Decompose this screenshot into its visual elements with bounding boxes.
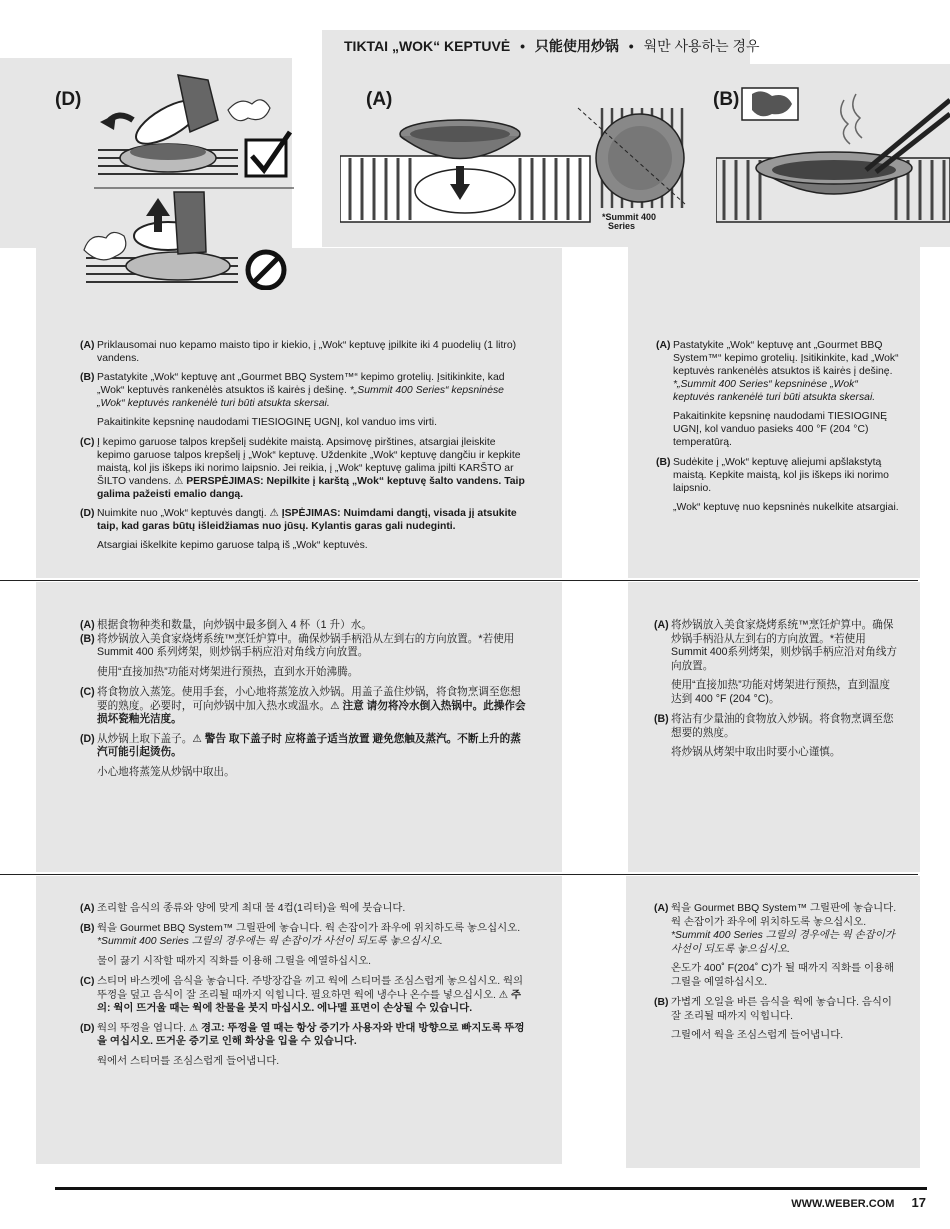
step-d: (D) 从炒锅上取下盖子。⚠ 警告 取下盖子时 应将盖子适当放置 避免您触及蒸汽。不断上升的蒸汽可能引起烫伤。 xyxy=(80,732,521,758)
step-d: (D) 웍의 뚜껑을 엽니다. ⚠ 경고: 뚜껑을 열 때는 항상 증기가 사용자와 반대 방향으로 빠지도록 뚜껑을 여십시오. 뜨거운 증기로 인해 화상을 입을 수 있습니다. xyxy=(80,1022,525,1047)
step-b: (B) 将炒锅放入美食家烧烤系统™烹饪炉算中。确保炒锅手柄沿从左到右的方向放置。*若使用 Summit 400 系列烤架，则炒锅手柄应沿对角线方向放置。 xyxy=(80,632,515,658)
illustration-wok-stir-fry xyxy=(716,80,950,240)
step-b-extra: 그릴에서 웍을 조심스럽게 들어냅니다. xyxy=(671,1030,844,1041)
step-b: (B) Pastatykite „Wok“ keptuvę ant „Gourmet BBQ System™“ kepimo grotelių. Įsitikinkite, kad „Wok“ keptuvės rankenėlės atsuktos iš kairės į dešinę. *„Summit 400 Series“ kepsninėse „Wok“ keptuvės rankenėlė turi būti atsukta skersai. xyxy=(80,372,505,409)
instructions-ko-left xyxy=(80,902,528,1075)
instructions-lt-left xyxy=(80,339,526,559)
step-a: (A) Pastatykite „Wok“ keptuvę ant „Gourmet BBQ System™“ kepimo grotelių. Įsitikinkite, kad „Wok“ keptuvės rankenėlės atsuktos iš kairės į dešinę. *„Summit 400 Series“ kepsninėse „Wok“ keptuvės rankenėlė turi būti atsukta skersai. xyxy=(656,340,899,403)
step-b: (B) 웍을 Gourmet BBQ System™ 그릴판에 놓습니다. 웍 손잡이가 좌우에 위치하도록 놓으십시오. *Summit 400 Series 그릴의 경우에는 웍 손잡이가 사선이 되도록 놓으십시오. xyxy=(80,922,521,947)
figure-label-d: (D) xyxy=(55,89,82,110)
summit-note-1: *Summit 400 xyxy=(602,212,657,222)
step-c: (C) 스티머 바스켓에 음식을 놓습니다. 주방장갑을 끼고 웍에 스티머를 조심스럽게 놓으십시오. 웍의 뚜껑을 덮고 음식이 잘 조리될 때까지 익힙니다. 필요하면 웍에 냉수나 온수를 넣으십시오. ⚠ 주의: 웍이 뜨거울 때는 웍에 찬물을 붓지 마십시오. 에나멜 표면이 손상될 수 있습니다. xyxy=(80,976,524,1014)
step-b-preheat: Pakaitinkite kepsninę naudodami TIESIOGINĘ UGNĮ, kol vanduo ims virti. xyxy=(97,417,437,428)
step-b-extra: „Wok“ keptuvę nuo kepsninės nukelkite atsargiai. xyxy=(673,502,899,513)
separator-2 xyxy=(0,874,918,875)
instructions-zh-left xyxy=(80,619,528,786)
illustration-wok-lid-removal xyxy=(78,70,298,290)
instructions-lt-right xyxy=(656,339,900,521)
header-title-zh: 只能使用炒锅 xyxy=(534,38,619,54)
step-b-extra: 将炒锅从烤架中取出时要小心谨慎。 xyxy=(671,746,841,758)
instructions-zh-right xyxy=(654,619,900,767)
step-c: (C) Į kepimo garuose talpos krepšelį sudėkite maistą. Apsimovę pirštines, atsargiai įleiskite kepimo garuose talpos krepšelį į „Wok“ keptuvę. Uždenkite „Wok“ keptuvę dangčiu ir kepkite maistą, kol jis iškeps iki norimo laipsnio. Jei reikia, į „Wok“ keptuvę galima įpilti KARŠTO ar ŠILTO vandens. ⚠ PERSPĖJIMAS: Nepilkite į karštą „Wok“ keptuvę šalto vandens. Taip galima pažeisti emalio dangą. xyxy=(80,437,525,500)
step-b: (B) Sudėkite į „Wok“ keptuvę aliejumi apšlakstytą maistą. Kepkite maistą, kol jis iškeps iki norimo laipsnio. xyxy=(656,457,889,494)
summit-note-2: Series xyxy=(608,221,636,231)
footer-rule xyxy=(55,1187,927,1190)
footer-url[interactable]: WWW.WEBER.COM xyxy=(791,1198,895,1210)
step-d-extra: 小心地将蒸笼从炒锅中取出。 xyxy=(97,765,235,778)
page-number: 17 xyxy=(911,1195,926,1210)
separator-1 xyxy=(0,580,918,581)
step-b-preheat: 使用“直接加热”功能对烤架进行预热，直到水开始沸腾。 xyxy=(97,665,359,678)
header-title-lt: TIKTAI „WOK“ KEPTUVĖ xyxy=(344,38,511,54)
step-a: (A) 将炒锅放入美食家烧烤系统™烹饪炉算中。确保炒锅手柄沿从左到右的方向放置。*若使用Summit 400系列烤架，则炒锅手柄应沿对角线方向放置。 xyxy=(654,619,898,672)
step-b: (B) 가볍게 오일을 바른 음식을 웍에 놓습니다. 음식이 잘 조리될 때까지 익힙니다. xyxy=(654,997,892,1022)
step-c: (C) 将食物放入蒸笼。使用手套，小心地将蒸笼放入炒锅。用盖子盖住炒锅，将食物烹调至您想要的熟度。必要时，可向炒锅中加入热水或温水。⚠ 注意 请勿将冷水倒入热锅中。此操作会损坏瓷釉光洁度。 xyxy=(80,686,526,725)
footer xyxy=(791,1195,926,1210)
step-a-preheat: 온도가 400˚ F(204˚ C)가 될 때까지 직화를 이용해 그릴을 예열하십시오. xyxy=(671,963,895,988)
step-a: (A) 根据食物种类和数量，向炒锅中最多倒入 4 杯（1 升）水。 xyxy=(80,619,372,631)
step-a-preheat: 使用“直接加热”功能对烤架进行预热，直到温度达到 400 °F (204 °C)。 xyxy=(671,679,890,705)
step-b-preheat: 물이 끓기 시작할 때까지 직화를 이용해 그릴을 예열하십시오. xyxy=(97,955,372,967)
figure-label-a: (A) xyxy=(366,89,393,110)
step-a-preheat: Pakaitinkite kepsninę naudodami TIESIOGINĘ UGNĮ, kol vanduo pasieks 400 °F (204 °C) temperatūrą. xyxy=(673,411,888,448)
step-d-extra: 웍에서 스티머를 조심스럽게 들어냅니다. xyxy=(97,1055,280,1067)
header-bullet: • xyxy=(520,38,525,54)
section-header xyxy=(322,30,760,66)
step-a: (A) 조리할 음식의 종류와 양에 맞게 최대 물 4컵(1리터)을 웍에 붓습니다. xyxy=(80,903,406,914)
step-a: (A) Priklausomai nuo kepamo maisto tipo ir kiekio, į „Wok“ keptuvę įpilkite iki 4 puodelių (1 litro) vandens. xyxy=(80,340,517,364)
header-title-ko: 웍만 사용하는 경우 xyxy=(643,38,760,54)
figure-label-b: (B) xyxy=(713,89,740,110)
header-bullet-2: • xyxy=(628,38,634,54)
step-b: (B) 将沾有少量油的食物放入炒锅。将食物烹调至您想要的熟度。 xyxy=(654,713,894,739)
step-d-extra: Atsargiai iškelkite kepimo garuose talpą iš „Wok“ keptuvės. xyxy=(97,540,368,551)
step-d: (D) Nuimkite nuo „Wok“ keptuvės dangtį. ⚠ ĮSPĖJIMAS: Nuimdami dangtį, visada jį atsukite taip, kad garas būtų išleidžiamas nuo jūsų. Kylantis garas gali nudeginti. xyxy=(80,508,517,532)
step-a: (A) 웍을 Gourmet BBQ System™ 그릴판에 놓습니다. 웍 손잡이가 좌우에 위치하도록 놓으십시오. *Summit 400 Series 그릴의 경우에는 웍 손잡이가 사선이 되도록 놓으십시오. xyxy=(654,903,897,955)
instructions-ko-right xyxy=(654,902,900,1050)
